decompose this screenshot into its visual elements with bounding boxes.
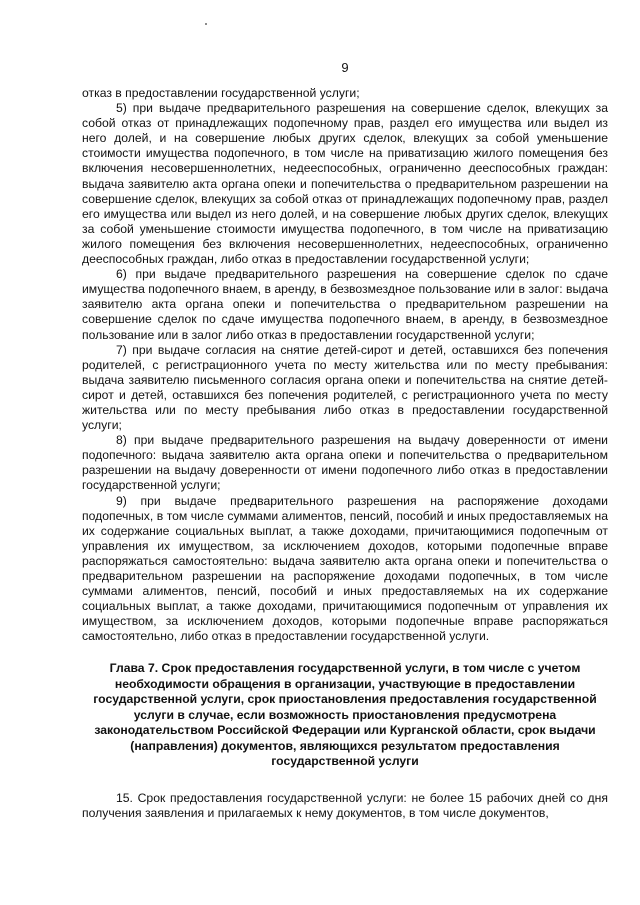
paragraph-item-7: 7) при выдаче согласия на снятие детей-сирот и детей, оставшихся без попечения родителей, с регистрационного учета по месту жительства или по месту пребывания: выдача заявителю письменного согласия органа опеки и попечительства на снятие детей-сирот и детей, оставшихся без попечения родителей, с регистрационного учета по месту жительства или по месту пребывания либо отказ в предоставлении государственной услуги; — [82, 342, 608, 433]
paragraph-item-8: 8) при выдаче предварительного разрешения на выдачу доверенности от имени подопечного: выдача заявителю акта органа опеки и попечительства о предварительном разрешении на выдачу доверенности от имени подопечного либо отказ в предоставлении государственной услуги; — [82, 433, 608, 493]
paragraph-continuation: отказ в предоставлении государственной услуги; — [82, 86, 360, 100]
page-number: 9 — [341, 60, 349, 75]
chapter-7-heading: Глава 7. Срок предоставления государственной услуги, в том числе с учетом необходимости обращения в организации, участвующие в предоставлении государственной услуги, срок приостановления предоставления государственной услуги в случае, если возможность приостановления предусмотрена законодательством Российской Федерации или Курганской области, срок выдачи (направления) документов, являющихся результатом предоставления государственной услуги — [93, 661, 597, 768]
paragraph-item-6: 6) при выдаче предварительного разрешения на совершение сделок по сдаче имущества подопечного внаем, в аренду, в безвозмездное пользование или в залог: выдача заявителю акта органа опеки и попечительства о предварительном разрешении на совершение сделок по сдаче имущества подопечного внаем, в аренду, в безвозмездное пользование или в залог либо отказ в предоставлении государственной услуги; — [82, 267, 608, 342]
document-body-continued — [82, 791, 608, 821]
paragraph-item-15: 15. Срок предоставления государственной услуги: не более 15 рабочих дней со дня получения заявления и прилагаемых к нему документов, в том числе документов, — [82, 791, 608, 821]
paragraph-item-9: 9) при выдаче предварительного разрешения на распоряжение доходами подопечных, в том числе суммами алиментов, пенсий, пособий и иных предоставляемых на их содержание социальных выплат, а также доходами, причитающимися подопечным от управления их имуществом, за исключением доходов, которыми подопечные вправе распоряжаться самостоятельно: выдача заявителю акта органа опеки и попечительства о предварительном разрешении на распоряжение доходами подопечных, в том числе суммами алиментов, пенсий, пособий и иных предоставляемых на их содержание социальных выплат, а также доходами, причитающимися подопечным от управления их имуществом, за исключением доходов, которыми подопечные вправе распоряжаться самостоятельно, либо отказ в предоставлении государственной услуги. — [82, 493, 608, 644]
document-body — [82, 86, 608, 644]
scan-artifact-dot — [205, 23, 207, 25]
paragraph-item-5: 5) при выдаче предварительного разрешения на совершение сделок, влекущих за собой отказ от принадлежащих подопечному прав, раздел его имущества или выдел из него долей, и на совершение любых других сделок, влекущих за собой уменьшение стоимости имущества подопечного, в том числе на приватизацию жилого помещения без включения несовершеннолетних, недееспособных, ограниченно дееспособных граждан: выдача заявителю акта органа опеки и попечительства о предварительном разрешении на совершение сделок, влекущих за собой отказ от принадлежащих подопечному прав, раздел его имущества или выдел из него долей, и на совершение любых других сделок, влекущих за собой уменьшение стоимости имущества подопечного, в том числе на приватизацию жилого помещения без включения несовершеннолетних, недееспособных, ограниченно дееспособных граждан, либо отказ в предоставлении государственной услуги; — [82, 101, 608, 267]
